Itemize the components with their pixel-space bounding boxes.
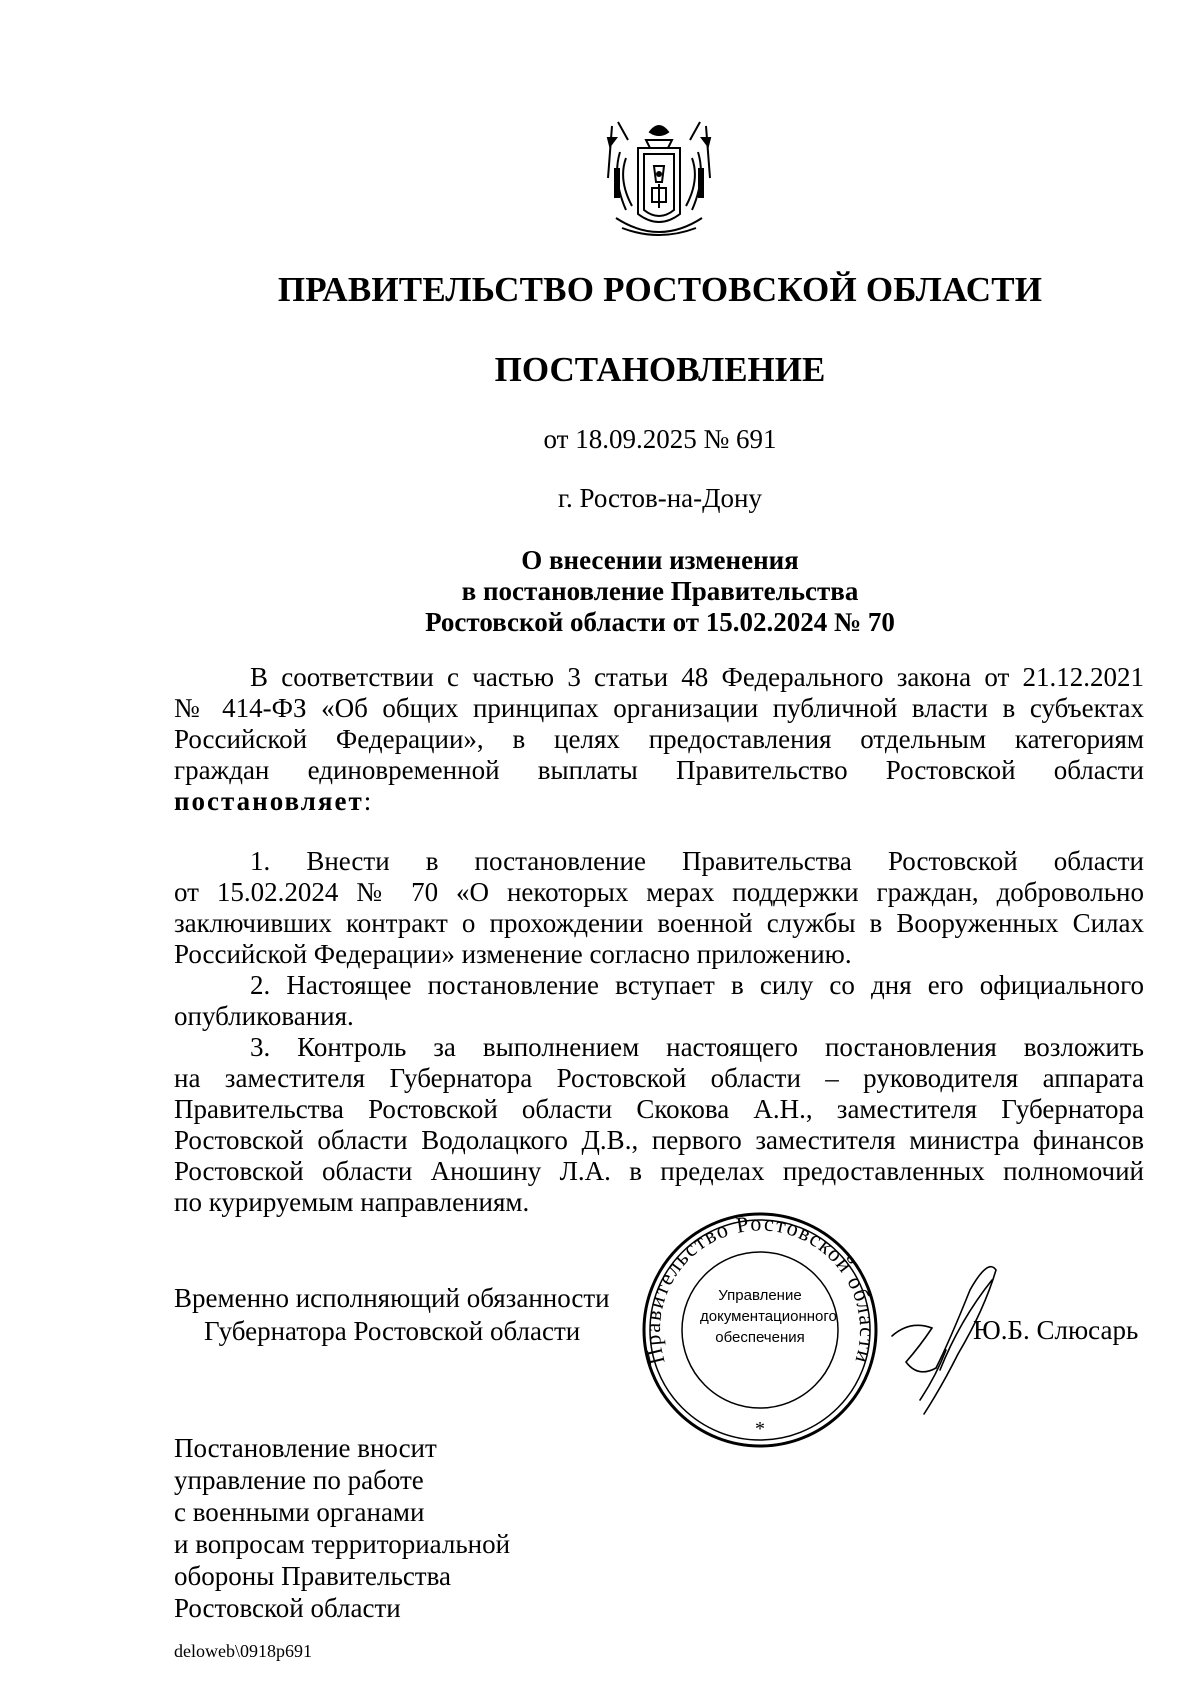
text-line: Российской Федерации», в целях предоставления отдельным категориям — [174, 724, 1144, 754]
preamble-paragraph — [174, 662, 1144, 817]
item-3-line: Правительства Ростовской области Скокова А.Н., заместителя Губернатора — [174, 1094, 1144, 1124]
items-list — [174, 846, 1144, 1218]
text-line: № 414-ФЗ «Об общих принципах организации публичной власти в субъектах — [174, 693, 1144, 723]
position-line: Губернатора Ростовской области — [204, 1316, 581, 1346]
submitted-by-note: Постановление вносит управление по работе с военными органами и вопросам территориальной обороны Правительства Ростовской области — [174, 1433, 511, 1623]
text-line: В соответствии с частью 3 статьи 48 Федерального закона от 21.12.2021 — [250, 662, 1144, 692]
item-3-line: 3. Контроль за выполнением настоящего постановления возложить — [250, 1032, 1144, 1062]
government-title: ПРАВИТЕЛЬСТВО РОСТОВСКОЙ ОБЛАСТИ — [277, 270, 1043, 309]
document-subject — [0, 545, 1200, 638]
resolves-word: постановляет — [174, 786, 364, 816]
item-3-line: Ростовской области Аношину Л.А. в пределах предоставленных полномочий — [174, 1156, 1144, 1186]
item-3-line: Ростовской области Водолацкого Д.В., первого заместителя министра финансов — [174, 1125, 1144, 1155]
item-1-line: от 15.02.2024 № 70 «О некоторых мерах поддержки граждан, добровольно — [174, 877, 1144, 907]
item-3-line: по курируемым направлениям. — [174, 1187, 530, 1217]
position-line: Временно исполняющий обязанности — [174, 1283, 610, 1313]
text-line: граждан единовременной выплаты Правительство Ростовской области — [174, 755, 1144, 785]
document-type: ПОСТАНОВЛЕНИЕ — [494, 350, 826, 389]
subject-line: О внесении изменения — [521, 545, 799, 575]
subject-line: в постановление Правительства — [461, 576, 859, 606]
stamp-star: * — [755, 1418, 765, 1440]
item-2-line: 2. Настоящее постановление вступает в силу со дня его официального — [250, 970, 1144, 1000]
item-3-line: на заместителя Губернатора Ростовской области – руководителя аппарата — [174, 1063, 1144, 1093]
signatory-name: Ю.Б. Слюсарь — [973, 1315, 1139, 1345]
file-code: deloweb\0918p691 — [174, 1641, 312, 1661]
coat-of-arms-icon — [598, 118, 720, 246]
subject-line: Ростовской области от 15.02.2024 № 70 — [425, 607, 895, 637]
stamp-inner-text: Управление документационного обеспечения — [700, 1287, 837, 1346]
item-1-line: Российской Федерации» изменение согласно приложению. — [174, 939, 852, 969]
item-1-line: заключивших контракт о прохождении военной службы в Вооруженных Силах — [174, 908, 1144, 938]
signatory-position — [174, 1282, 610, 1348]
document-city: г. Ростов-на-Дону — [557, 483, 762, 513]
text-line: постановляет: — [174, 786, 372, 816]
stamp-ring-text: Правительство Ростовской области — [640, 1210, 880, 1368]
item-1-line: 1. Внести в постановление Правительства Ростовской области — [250, 846, 1144, 876]
item-2-line: опубликования. — [174, 1001, 354, 1031]
document-date-number: от 18.09.2025 № 691 — [543, 424, 777, 454]
